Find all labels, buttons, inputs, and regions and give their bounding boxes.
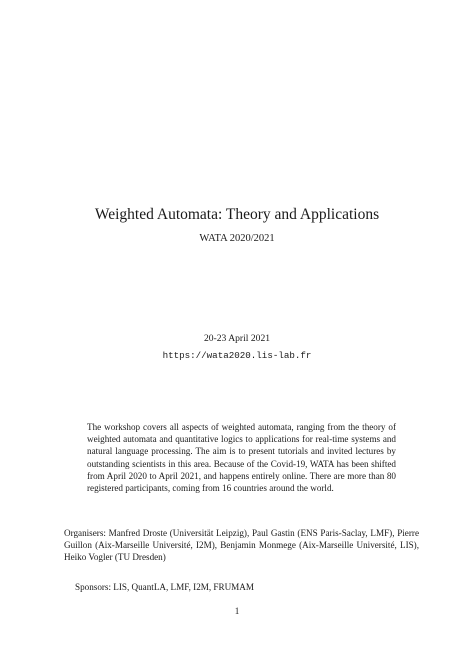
document-title: Weighted Automata: Theory and Applications bbox=[94, 206, 380, 223]
page-number: 1 bbox=[234, 606, 240, 616]
abstract-paragraph: The workshop covers all aspects of weighted automata, ranging from the theory of weighted automata and quantitative logics to applications for real-time systems and natural language processing. The aim is to present tutorials and invited lectures by outstanding scientists in this area. Because of the Covid-19, WATA has been shifted from April 2020 to April 2021, and happens entirely online. There are more than 80 registered participants, coming from 16 countries around the world. bbox=[87, 422, 396, 494]
sponsors-line: Sponsors: LIS, QuantLA, LMF, I2M, FRUMAM bbox=[75, 582, 254, 592]
document-subtitle: WATA 2020/2021 bbox=[199, 233, 275, 244]
event-date: 20-23 April 2021 bbox=[203, 333, 271, 344]
event-url: https://wata2020.lis-lab.fr bbox=[162, 350, 312, 361]
organisers-paragraph: Organisers: Manfred Droste (Universität Leipzig), Paul Gastin (ENS Paris-Saclay, LMF), Pierre Guillon (Aix-Marseille Université, I2M), Benjamin Monmege (Aix-Marseille Université, LIS), Heiko Vogler (TU Dresden) bbox=[64, 528, 419, 563]
